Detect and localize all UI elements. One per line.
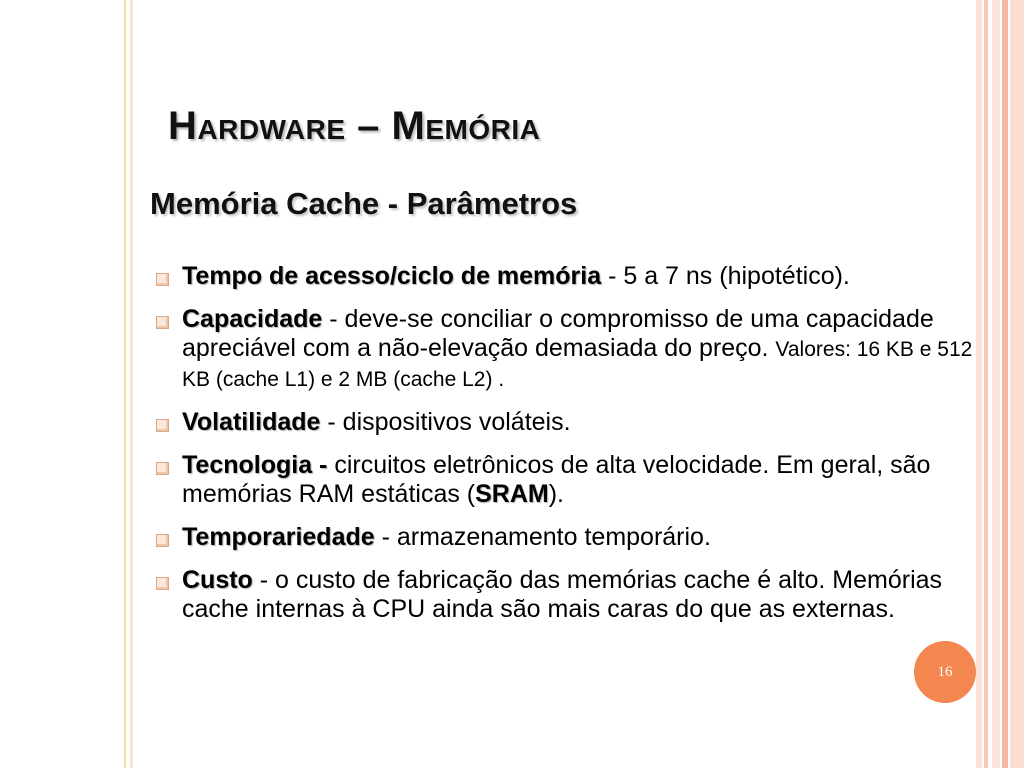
right-decorative-stripe-4 <box>1002 0 1008 768</box>
bullet-term-sram: SRAM <box>475 480 549 508</box>
bullet-square-icon <box>156 534 169 547</box>
bullet-square-icon <box>156 577 169 590</box>
bullet-text: - deve-se conciliar o compromisso de uma capacidade apreciável com a não-elevação demasiada do preço. <box>182 305 934 362</box>
slide-title: Hardware – Memória <box>168 104 541 148</box>
bullet-term: Tempo de acesso/ciclo de memória <box>182 262 602 290</box>
bullet-text: circuitos eletrônicos de alta velocidade. Em geral, são memórias RAM estáticas ( <box>182 451 931 508</box>
bullet-item-capacidade <box>150 305 1000 394</box>
bullet-text: - armazenamento temporário. <box>374 523 711 551</box>
left-decorative-stripe <box>124 0 126 768</box>
bullet-square-icon <box>156 462 169 475</box>
bullet-square-icon <box>156 316 169 329</box>
bullet-text: - 5 a 7 ns (hipotético). <box>601 262 850 290</box>
left-decorative-stripe-2 <box>130 0 133 768</box>
bullet-list <box>150 262 1000 638</box>
bullet-item-tecnologia <box>150 451 1000 509</box>
bullet-square-icon <box>156 273 169 286</box>
bullet-text: - o custo de fabricação das memórias cache é alto. Memórias cache internas à CPU ainda são mais caras do que as externas. <box>182 566 943 623</box>
bullet-item-tempo-acesso <box>150 262 1000 291</box>
bullet-square-icon <box>156 419 169 432</box>
slide-subtitle: Memória Cache - Parâmetros <box>150 186 578 221</box>
page-number-badge: 16 <box>914 641 976 703</box>
bullet-item-custo <box>150 566 1000 624</box>
bullet-term: Tecnologia - <box>182 451 328 479</box>
bullet-term: Custo <box>182 566 253 594</box>
bullet-item-volatilidade <box>150 408 1000 437</box>
right-decorative-stripe-5 <box>1010 0 1024 768</box>
bullet-text-end: ). <box>548 480 565 508</box>
bullet-text: - dispositivos voláteis. <box>320 408 571 436</box>
bullet-small-text: Valores: 16 KB e 512 KB (cache L1) e 2 MB (cache L2) . <box>182 338 973 391</box>
bullet-item-temporariedade <box>150 523 1000 552</box>
bullet-term: Volatilidade <box>182 408 321 436</box>
bullet-term: Capacidade <box>182 305 323 333</box>
bullet-term: Temporariedade <box>182 523 375 551</box>
